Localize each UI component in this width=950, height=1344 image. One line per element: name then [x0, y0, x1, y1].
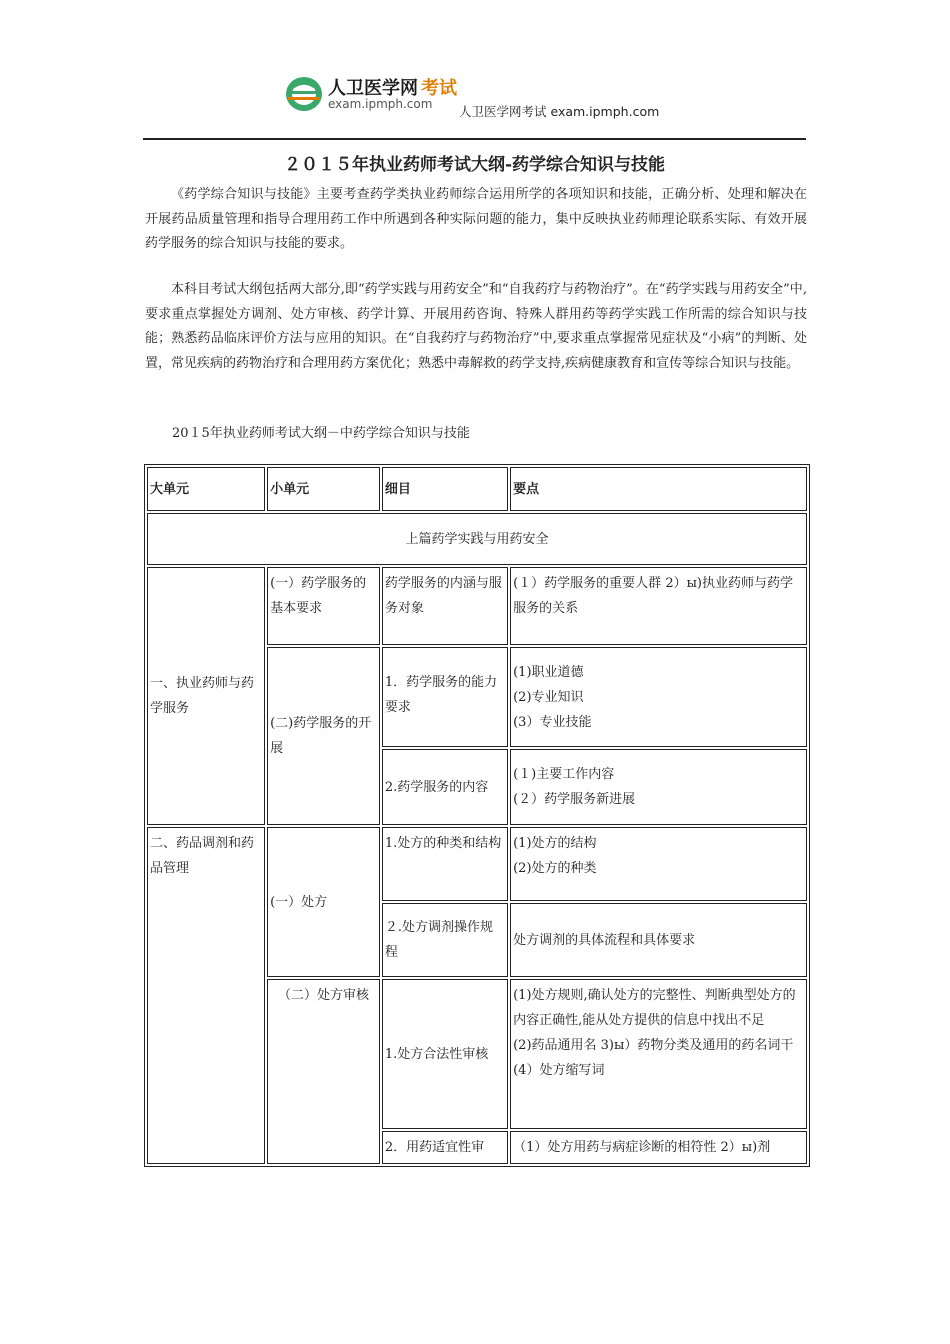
point-line: (2)药品通用名 3)ы）药物分类及通用的药名词干 — [513, 1038, 794, 1053]
points-cell — [510, 979, 807, 1129]
unit-cell: 二、药品调剂和药品管理 — [147, 827, 265, 1164]
subunit-cell: （二）处方审核 — [267, 979, 380, 1164]
item-cell: ２.处方调剂操作规程 — [382, 903, 508, 977]
section-row — [147, 513, 807, 565]
point-line: (２）药学服务新进展 — [513, 792, 636, 807]
point-line: (1)处方规则,确认处方的完整性、判断典型处方的内容正确性,能从处方提供的信息中找出不足 — [513, 988, 796, 1028]
header-cell-points: 要点 — [510, 467, 807, 511]
point-line: (3）专业技能 — [513, 714, 592, 730]
logo-suffix: 考试 — [421, 78, 457, 99]
subunit-cell: (一）处方 — [267, 827, 380, 977]
points-cell — [510, 827, 807, 901]
point-line: (１)主要工作内容 — [513, 767, 615, 782]
header-cell-item: 细目 — [382, 467, 508, 511]
item-cell: 2．用药适宜性审 — [382, 1131, 508, 1164]
item-cell: 1.处方的种类和结构 — [382, 827, 508, 901]
point-line: (1)处方的结构 — [513, 836, 597, 851]
logo-url: exam.ipmph.com — [328, 97, 433, 111]
item-cell: 2.药学服务的内容 — [382, 749, 508, 825]
logo-emblem-icon — [284, 74, 324, 114]
point-line: (2)处方的种类 — [513, 861, 597, 876]
subunit-cell: (一）药学服务的基本要求 — [267, 567, 380, 645]
subunit-cell: (二)药学服务的开展 — [267, 647, 380, 825]
intro-paragraph-1: 《药学综合知识与技能》主要考查药学类执业药师综合运用所学的各项知识和技能，正确分析、处理和解决在开展药品质量管理和指导合理用药工作中所遇到各种实际问题的能力，集中反映执业药师理论联系实际、有效开展药学服务的综合知识与技能的要求。 — [145, 187, 807, 251]
points-cell — [510, 749, 807, 825]
section-title: 上篇药学实践与用药安全 — [147, 513, 807, 565]
table-header-row — [147, 467, 807, 511]
item-cell: 1．药学服务的能力要求 — [382, 647, 508, 747]
point-line: (2)专业知识 — [513, 689, 584, 705]
logo-name: 人卫医学网 — [328, 78, 418, 99]
logo[interactable] — [284, 70, 459, 120]
header-cell-unit: 大单元 — [147, 467, 265, 511]
table-row — [147, 827, 807, 901]
points-cell: (１）药学服务的重要人群 2）ы)执业药师与药学服务的关系 — [510, 567, 807, 645]
header-divider — [143, 138, 806, 140]
item-cell: 1.处方合法性审核 — [382, 979, 508, 1129]
header-cell-subunit: 小单元 — [267, 467, 380, 511]
intro-paragraph-2: 本科目考试大纲包括两大部分,即“药学实践与用药安全”和“自我药疗与药物治疗”。在“药学实践与用药安全”中,要求重点掌握处方调剂、处方审核、药学计算、开展用药咨询、特殊人群用药等药学实践工作所需的综合知识与技能；熟悉药品临床评价方法与应用的知识。在“自我药疗与药物治疗”中,要求重点掌握常见症状及“小病”的判断、处置，常见疾病的药物治疗和合理用药方案优化；熟悉中毒解救的药学支持,疾病健康教育和宣传等综合知识与技能。 — [145, 282, 807, 371]
points-cell: （1）处方用药与病症诊断的相符性 2）ы)剂 — [510, 1131, 807, 1164]
points-cell — [510, 647, 807, 747]
unit-cell: 一、执业药师与药学服务 — [147, 567, 265, 825]
syllabus-table — [144, 464, 810, 1167]
table-caption: 20１5年执业药师考试大纲－中药学综合知识与技能 — [172, 426, 470, 441]
table-row — [147, 567, 807, 645]
points-cell: 处方调剂的具体流程和具体要求 — [510, 903, 807, 977]
point-line: (1)职业道德 — [513, 664, 584, 680]
page-title: ２０１５年执业药师考试大纲-药学综合知识与技能 — [283, 155, 666, 175]
header-caption[interactable]: 人卫医学网考试 exam.ipmph.com — [459, 104, 660, 119]
item-cell: 药学服务的内涵与服务对象 — [382, 567, 508, 645]
point-line: (4）处方缩写词 — [513, 1063, 605, 1078]
